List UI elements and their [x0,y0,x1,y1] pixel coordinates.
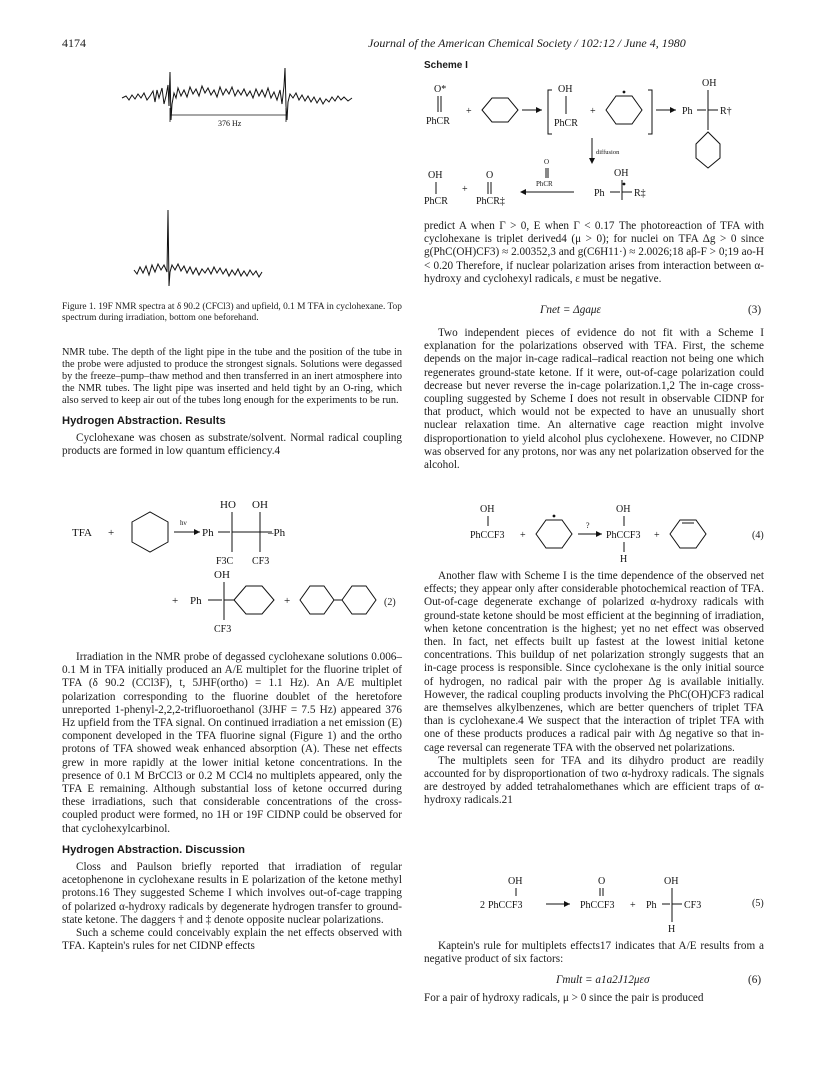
s1-phcr-2: PhCR [554,118,578,129]
s1-oh-3: OH [428,170,443,181]
eq2-ho: HO [220,499,236,511]
s1-phcr-ddagger: PhCR‡ [476,196,505,207]
eq5-two: 2 [480,900,485,911]
paragraph-two-pieces: Two independent pieces of evidence do not fit with a Scheme I explanation for the polarizations observed with TFA. First, the scheme depends on the major in-cage radical–radical reaction not being one which regenerates ground-state ketone. If it were, out-of-cage polarization could decrease but never reverse the in-cage polarization.1,2 The in-cage cross-coupling suggested by Scheme I does not result in observable CIDNP for that product, which would not be expected to have an unusually short nuclear relaxation time. An alternative cage reaction might involve disproportionation to yield alcohol plus cyclohexene. However, no CIDNP was observed for any protons, nor was any net polarization observed for the alcohol. [424,327,764,472]
eq5-oh-1: OH [508,876,523,887]
s1-ph: Ph [682,106,693,117]
eq5-ph: Ph [646,900,657,911]
eq4-oh-2: OH [616,504,631,515]
s1-phcr-4: PhCR [536,180,553,188]
left-column-bottom [62,651,402,953]
s1-rdagger: R† [720,106,732,117]
paragraph-last: For a pair of hydroxy radicals, μ > 0 since the pair is produced [424,992,704,1004]
eq4-phccf3-1: PhCCF3 [470,530,505,541]
eq2-f3c: F3C [216,556,234,567]
s1-ostar: O* [434,84,447,95]
s1-oh-1: OH [558,84,573,95]
figure1-caption: Figure 1. 19F NMR spectra at δ 90.2 (CFCl3) and upfield, 0.1 M TFA in cyclohexane. Top spectrum during irradiation, bottom one beforehand. [62,302,402,323]
eq5-oh-2: OH [664,876,679,887]
spectrum-top-trace [122,68,352,120]
eq2-plus-3: + [284,595,291,607]
paragraph-irradiation: Irradiation in the NMR probe of degassed cyclohexane solutions 0.006–0.1 M in TFA initially produced an A/E multiplet for the fluorine triplet of TFA (δ 90.2 (CCl3F), t, 5JHF(ortho) = 1.1 Hz). An A/E multiplet polarization corresponding to the fluorine doublet of the heretofore unreported 1-phenyl-2,2,2-trifluoroethanol (3JHF = 7.5 Hz) appeared 376 Hz upfield from the TFA signal. On continued irradiation a net emission (E) component developed in the TFA fluorine signal (Figure 1) and the ortho protons of TFA showed weak enhanced absorption (A). These net effects grew in more rapidly at the lower initial ketone concentrations. In the presence of 0.1 M BrCCl3 or 0.2 M CCl4 no multiplets appeared, only the TFA E remaining. Although substantial loss of ketone occurred during these irradiations, such that considerable concentrations of the cross-coupled product were formed, no 1H or 19F CIDNP could be observed for that cyclohexylcarbinol. [62,651,402,835]
s1-ph-2: Ph [594,188,605,199]
paragraph-results: Cyclohexane was chosen as substrate/solvent. Normal radical coupling products are formed in low quantum efficiency.4 [62,432,402,458]
eq4-number: (4) [752,530,764,541]
scheme-1 [420,74,765,214]
eq4-plus-2: + [654,530,660,541]
eq4-q: ? [586,521,590,530]
eq2-oh-2: OH [214,569,230,581]
label-376-hz: 376 Hz [218,119,242,128]
heading-results: Hydrogen Abstraction. Results [62,415,226,427]
eq5-number: (5) [752,898,764,909]
equation-4 [440,500,770,566]
s1-plus-3: + [462,184,468,195]
eq2-hv: hν [180,519,187,527]
eq3-number: (3) [748,304,762,316]
eq2-oh: OH [252,499,268,511]
eq4-plus-1: + [520,530,526,541]
paragraph-discussion-2: Such a scheme could conceivably explain the net effects observed with TFA. Kaptein's rules for net CIDNP effects [62,927,402,953]
spectrum-bottom-trace [134,210,262,286]
s1-diffusion: diffusion [596,149,620,156]
eq2-ph-2: Ph [190,595,202,607]
paragraph-predict: predict A when Γ > 0, E when Γ < 0.17 The photoreaction of TFA with cyclohexane is triplet derived4 (μ > 0); for nuclei on TFA Δg > 0 since g(PhC(OH)CF3) ≈ 2.00352,3 and g(C6H11·) ≈ 2.0026;18 aβ-F > 0;19 aο-H < 0.20 Therefore, if nuclear polarization arises from interaction between α-hydroxy and cyclohexyl radicals, ε must be negative. [424,220,764,285]
s1-phcr-1: PhCR [426,116,450,127]
equation-2 [62,498,407,648]
eq2-cf3: CF3 [252,556,270,567]
scheme-label: Scheme I [424,60,468,71]
right-column-lower [424,570,764,808]
s1-o-1: O [486,170,494,181]
right-column-mid [424,327,764,472]
s1-oh-4: OH [614,168,629,179]
eq5-phccf3-2: PhCCF3 [580,900,615,911]
eq6-number: (6) [748,974,762,986]
s1-phcr-3: PhCR [424,196,448,207]
page-number: 4174 [62,36,86,50]
eq2-plus-2: + [172,595,179,607]
eq5-phccf3-1: PhCCF3 [488,900,523,911]
equation-5 [480,872,770,936]
eq4-h: H [620,554,628,565]
s1-o-2: O [544,158,550,166]
running-header: Journal of the American Chemical Society / 102:12 / June 4, 1980 [368,36,686,50]
eq4-oh-1: OH [480,504,495,515]
eq2-tfa: TFA [72,527,92,539]
eq2-cf3-2: CF3 [214,624,232,635]
s1-plus-2: + [590,106,596,117]
paragraph-discussion-1: Closs and Paulson briefly reported that irradiation of regular acetophenone in cyclohexane results in E polarization of the ketone methyl protons.16 They suggested Scheme I which involves out-of-cage trapping of polarized α-hydroxy radicals by degenerate hydrogen transfer to ground-state ketone. The daggers † and ‡ denote opposite nuclear polarizations. [62,861,402,926]
eq4-phccf3-2: PhCCF3 [606,530,641,541]
paragraph-nmr-tube: NMR tube. The depth of the light pipe in the tube and the position of the tube in the probe were adjusted to produce the strongest signals. Solutions were degassed by the freeze–pump–thaw method and then transferred in an inert atmosphere into the NMR tubes. The light pipe was inserted and held tight by an O-ring, which also served to keep air out of the tubes long enough for the experiments to be run. [62,347,402,406]
eq2-plus-1: + [108,527,115,539]
figure1-spectra [110,60,370,300]
eq5-plus: + [630,900,636,911]
right-column-bottom [424,940,764,966]
s1-r-ddagger: R‡ [634,188,646,199]
paragraph-multiplets: The multiplets seen for TFA and its dihydro product are readily accounted for by disproportionation of two α-hydroxy radicals. The signals are destroyed by added tetrahalomethanes which are efficient traps of α-hydroxy radicals.21 [424,754,764,807]
equation-3: Γnet = Δgaμε [540,304,601,316]
paragraph-kaptein: Kaptein's rule for multiplets effects17 indicates that A/E results from a negative product of six factors: [424,940,764,966]
eq5-cf3: CF3 [684,900,702,911]
s1-plus-1: + [466,106,472,117]
s1-oh-2: OH [702,78,717,89]
equation-6: Γmult = a1a2J12μεσ [556,974,650,986]
right-column-top [424,220,764,286]
eq5-o: O [598,876,606,887]
heading-discussion: Hydrogen Abstraction. Discussion [62,843,245,856]
paragraph-another-flaw: Another flaw with Scheme I is the time dependence of the observed net effects; they appear only after considerable photochemical reaction of TFA. Out-of-cage degenerate exchange of polarized α-hydroxy radicals with ground-state ketone should be most efficient at the beginning of irradiation, when ketone concentration is the highest; yet no net effect was observed then. In fact, net effects built up fastest at the lowest initial ketone concentrations. This buildup of net polarization strongly suggests that an in-cage process is responsible. Since cyclohexane is the only initial source of hydrogen, no radical pair with the proper Δg is available initially. However, the radical coupling products involving the PhC(OH)CF3 radical are themselves alkylbenzenes, which are better quenchers of triplet TFA than is cyclohexane.4 We suspect that the interaction of triplet TFA with one of these products produces a radical pair with Δg negative so that in-cage reversal can regenerate TFA with the observed net polarizations. [424,570,764,754]
eq2-phdash: –Ph [268,527,286,539]
eq2-number: (2) [384,597,396,608]
right-column-last [424,992,764,1005]
eq2-ph: Ph [202,527,214,539]
cyclohexane-ring [132,512,168,552]
eq5-h: H [668,924,676,935]
left-column-top [62,347,402,459]
